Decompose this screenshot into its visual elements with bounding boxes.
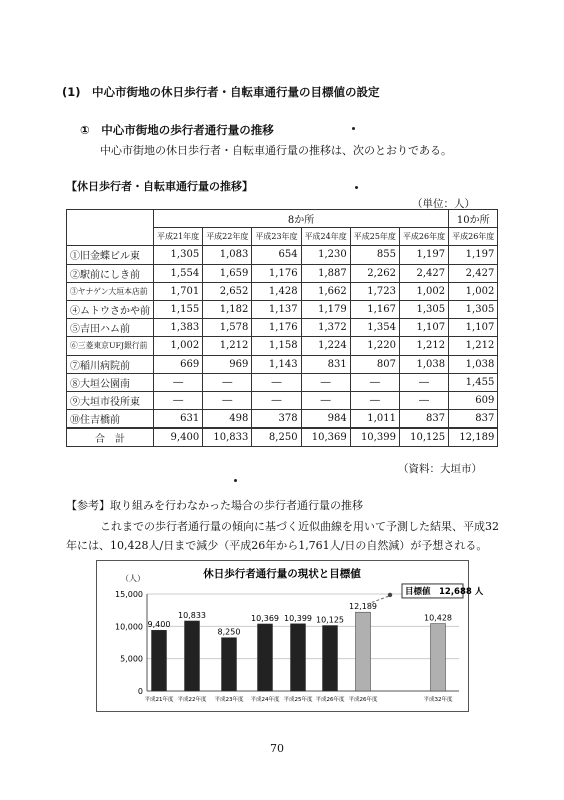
count-cell: 1,230: [301, 246, 350, 264]
x-tick-label: 平成25年度: [283, 697, 313, 703]
year-header: 平成21年度: [154, 228, 203, 246]
group-10-locations: 10か所: [449, 210, 498, 228]
count-cell: 969: [203, 355, 252, 373]
table-group-row: [67, 210, 498, 228]
reference-text-line1: これまでの歩行者通行量の傾向に基づく近似曲線を用いて予測した結果、平成32: [100, 520, 499, 533]
location-name: ⑨大垣市役所東: [67, 391, 154, 409]
page-number: 70: [270, 742, 284, 755]
count-cell: 1,701: [154, 282, 203, 300]
year-header: 平成25年度: [350, 228, 399, 246]
total-label: 合 計: [67, 428, 154, 447]
location-name: ⑥三菱東京UFJ銀行前: [67, 337, 154, 355]
count-cell: 1,305: [449, 300, 498, 318]
y-axis-unit: （人）: [121, 574, 145, 583]
count-cell: ―: [203, 391, 252, 409]
count-cell: 631: [154, 410, 203, 429]
bar: [222, 638, 237, 691]
count-cell: ―: [154, 391, 203, 409]
count-cell: ―: [399, 373, 448, 391]
count-cell: ―: [252, 373, 301, 391]
count-cell: 1,179: [301, 300, 350, 318]
data-label: 10,125: [316, 615, 344, 625]
y-tick-label: 5,000: [120, 654, 143, 664]
target-label: 目標値 12,688 人: [405, 586, 484, 597]
total-cell: 12,189: [449, 428, 498, 447]
count-cell: 1,554: [154, 264, 203, 282]
table-row: [67, 300, 498, 318]
year-header: 平成23年度: [252, 228, 301, 246]
data-label: 8,250: [217, 627, 241, 637]
count-cell: ―: [350, 391, 399, 409]
table-row: [67, 410, 498, 429]
count-cell: 1,383: [154, 319, 203, 337]
total-cell: 10,399: [350, 428, 399, 447]
count-cell: 1,197: [399, 246, 448, 264]
count-cell: 498: [203, 410, 252, 429]
reference-caption: 【参考】取り組みを行わなかった場合の歩行者通行量の推移: [66, 499, 363, 512]
count-cell: 807: [350, 355, 399, 373]
count-cell: 1,002: [399, 282, 448, 300]
location-name: ④ムトウさかや前: [67, 300, 154, 318]
count-cell: 669: [154, 355, 203, 373]
y-tick-label: 10,000: [115, 622, 143, 632]
reference-text-line2: 年には、10,428人/日まで減少（平成26年から1,761人/日の自然減）が予想される。: [66, 539, 488, 552]
bar: [356, 612, 371, 691]
table-row: [67, 355, 498, 373]
count-cell: ―: [399, 391, 448, 409]
table-row: [67, 264, 498, 282]
x-tick-label: 平成32年度: [423, 697, 453, 703]
chart-title: 休日歩行者通行量の現状と目標値: [203, 568, 361, 580]
target-marker: [388, 593, 392, 597]
y-tick-label: 15,000: [115, 590, 143, 599]
count-cell: 1,038: [399, 355, 448, 373]
location-name: ②駅前にしき前: [67, 264, 154, 282]
count-cell: 1,176: [252, 319, 301, 337]
table-unit: （単位：人）: [412, 198, 475, 210]
count-cell: 1,158: [252, 337, 301, 355]
count-cell: ―: [252, 391, 301, 409]
count-cell: 1,578: [203, 319, 252, 337]
data-label: 10,399: [284, 613, 312, 623]
group-8-locations: 8か所: [154, 210, 449, 228]
x-tick-label: 平成26年度: [348, 697, 378, 703]
count-cell: 1,002: [449, 282, 498, 300]
count-cell: 1,002: [154, 337, 203, 355]
x-tick-label: 平成26年度: [315, 697, 345, 703]
count-cell: 1,143: [252, 355, 301, 373]
total-cell: 10,369: [301, 428, 350, 447]
data-label: 10,833: [178, 610, 206, 620]
bar: [431, 624, 446, 691]
count-cell: 1,428: [252, 282, 301, 300]
count-cell: 1,224: [301, 337, 350, 355]
x-tick-label: 平成24年度: [250, 697, 280, 703]
location-name: ⑧大垣公園南: [67, 373, 154, 391]
count-cell: 1,155: [154, 300, 203, 318]
count-cell: 1,011: [350, 410, 399, 429]
count-cell: ―: [301, 373, 350, 391]
count-cell: 831: [301, 355, 350, 373]
x-tick-label: 平成21年度: [144, 697, 174, 703]
location-name: ⑩住吉橋前: [67, 410, 154, 429]
table-source: （資料：大垣市）: [398, 463, 482, 475]
count-cell: 1,220: [350, 337, 399, 355]
table-total-row: [67, 428, 498, 447]
x-tick-label: 平成23年度: [214, 697, 244, 703]
bar: [291, 624, 306, 691]
count-cell: 2,427: [449, 264, 498, 282]
count-cell: 1,455: [449, 373, 498, 391]
bar: [258, 624, 273, 691]
location-name: ①旧金蝶ビル東: [67, 246, 154, 264]
total-cell: 8,250: [252, 428, 301, 447]
section-heading: (1) 中心市街地の休日歩行者・自転車通行量の目標値の設定: [62, 85, 380, 99]
location-name: ③ヤナゲン大垣本店前: [67, 282, 154, 300]
table-corner: [67, 210, 154, 246]
bar: [323, 626, 338, 691]
subsection-heading: ① 中心市街地の歩行者通行量の推移: [80, 123, 274, 137]
bar-chart: [97, 561, 484, 711]
year-header: 平成26年度: [449, 228, 498, 246]
table-row: [67, 337, 498, 355]
year-header: 平成22年度: [203, 228, 252, 246]
bar: [152, 630, 167, 691]
count-cell: 837: [449, 410, 498, 429]
table-row: [67, 282, 498, 300]
count-cell: 1,107: [399, 319, 448, 337]
table-row: [67, 319, 498, 337]
count-cell: 1,182: [203, 300, 252, 318]
count-cell: ―: [154, 373, 203, 391]
y-tick-label: 0: [137, 687, 143, 696]
count-cell: 1,038: [449, 355, 498, 373]
count-cell: 837: [399, 410, 448, 429]
count-cell: 378: [252, 410, 301, 429]
location-name: ⑤吉田ハム前: [67, 319, 154, 337]
count-cell: 1,107: [449, 319, 498, 337]
count-cell: 1,305: [154, 246, 203, 264]
count-cell: 1,723: [350, 282, 399, 300]
count-cell: 855: [350, 246, 399, 264]
count-cell: 2,652: [203, 282, 252, 300]
chart-frame: [96, 560, 484, 712]
count-cell: 1,167: [350, 300, 399, 318]
count-cell: 654: [252, 246, 301, 264]
table-row: [67, 246, 498, 264]
intro-text: 中心市街地の休日歩行者・自転車通行量の推移は、次のとおりである。: [100, 144, 452, 157]
count-cell: 1,176: [252, 264, 301, 282]
data-label: 12,189: [349, 602, 377, 612]
total-cell: 10,833: [203, 428, 252, 447]
count-cell: 1,197: [449, 246, 498, 264]
table-row: [67, 391, 498, 409]
count-cell: 1,354: [350, 319, 399, 337]
count-cell: 1,137: [252, 300, 301, 318]
scan-speck: [352, 127, 355, 130]
count-cell: 2,262: [350, 264, 399, 282]
table-caption: 【休日歩行者・自転車通行量の推移】: [66, 180, 253, 193]
data-label: 9,400: [147, 620, 171, 630]
count-cell: ―: [301, 391, 350, 409]
data-label: 10,369: [251, 613, 279, 623]
count-cell: ―: [203, 373, 252, 391]
total-cell: 9,400: [154, 428, 203, 447]
x-tick-label: 平成22年度: [177, 697, 207, 703]
year-header: 平成26年度: [399, 228, 448, 246]
year-header: 平成24年度: [301, 228, 350, 246]
table-row: [67, 373, 498, 391]
total-cell: 10,125: [399, 428, 448, 447]
traffic-table: [66, 209, 498, 447]
count-cell: 1,662: [301, 282, 350, 300]
count-cell: ―: [350, 373, 399, 391]
count-cell: 1,212: [203, 337, 252, 355]
bar: [185, 621, 200, 691]
count-cell: 1,659: [203, 264, 252, 282]
count-cell: 1,372: [301, 319, 350, 337]
count-cell: 1,212: [399, 337, 448, 355]
count-cell: 2,427: [399, 264, 448, 282]
count-cell: 609: [449, 391, 498, 409]
count-cell: 1,212: [449, 337, 498, 355]
count-cell: 1,083: [203, 246, 252, 264]
data-label: 10,428: [424, 613, 452, 623]
count-cell: 1,887: [301, 264, 350, 282]
scan-speck: [355, 186, 358, 189]
location-name: ⑦稲川病院前: [67, 355, 154, 373]
count-cell: 984: [301, 410, 350, 429]
count-cell: 1,305: [399, 300, 448, 318]
scan-speck: [234, 479, 237, 482]
